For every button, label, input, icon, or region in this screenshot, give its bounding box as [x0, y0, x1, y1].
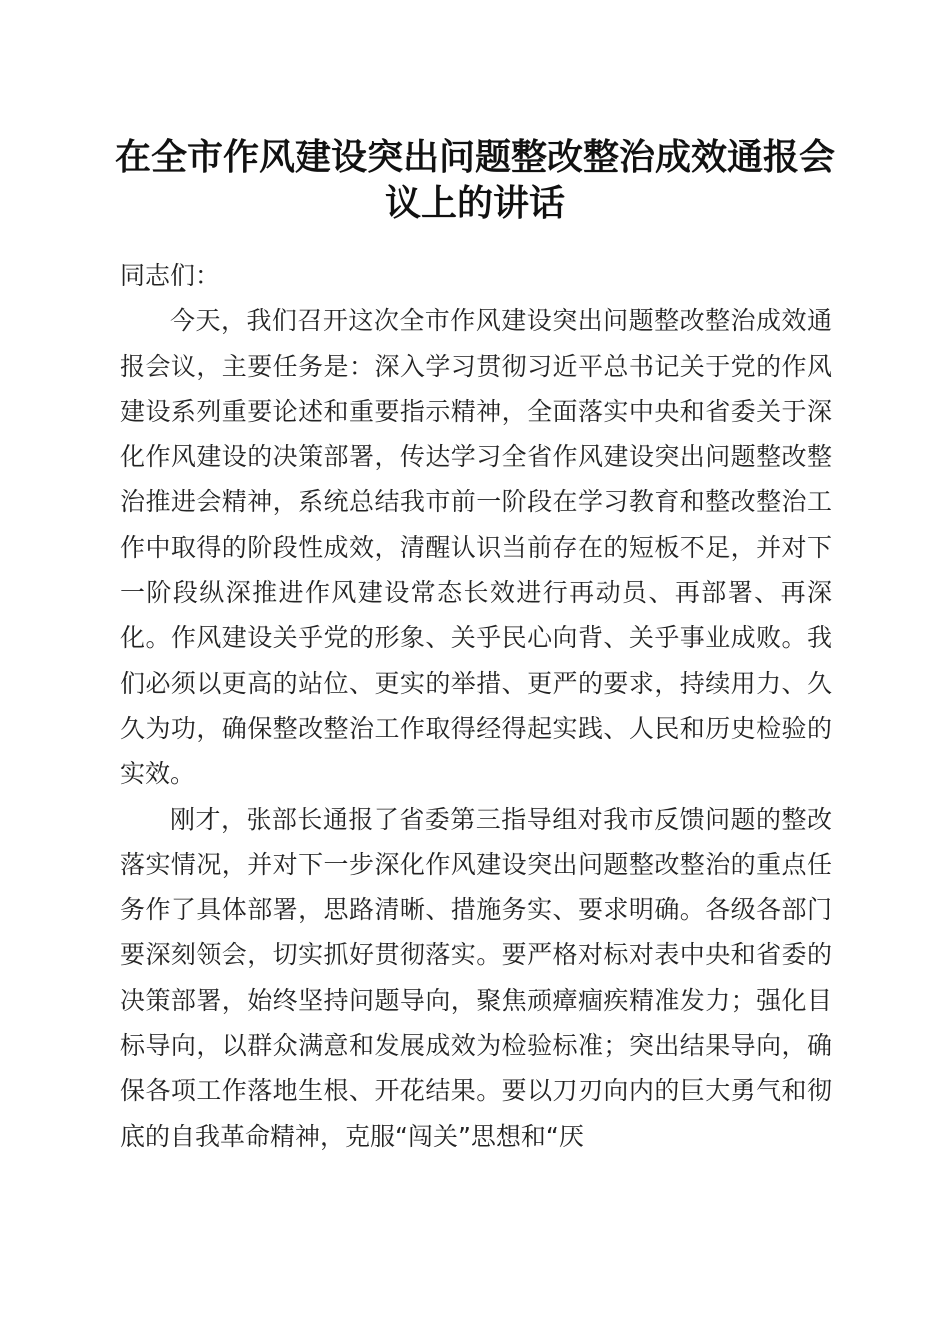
document-body — [120, 253, 832, 1159]
paragraph-2: 刚才，张部长通报了省委第三指导组对我市反馈问题的整改落实情况，并对下一步深化作风建设突出问题整改整治的重点任务作了具体部署，思路清晰、措施务实、要求明确。各级各部门要深刻领会，切实抓好贯彻落实。要严格对标对表中央和省委的决策部署，始终坚持问题导向，聚焦顽瘴痼疾精准发力；强化目标导向，以群众满意和发展成效为检验标准；突出结果导向，确保各项工作落地生根、开花结果。要以刀刃向内的巨大勇气和彻底的自我革命精神，克服“闯关”思想和“厌 — [120, 804, 832, 1151]
salutation: 同志们： — [120, 261, 221, 290]
document-title: 在全市作风建设突出问题整改整治成效通报会议上的讲话 — [114, 136, 835, 224]
paragraph-1: 今天，我们召开这次全市作风建设突出问题整改整治成效通报会议，主要任务是：深入学习贯彻习近平总书记关于党的作风建设系列重要论述和重要指示精神，全面落实中央和省委关于深化作风建设的决策部署，传达学习全省作风建设突出问题整改整治推进会精神，系统总结我市前一阶段在学习教育和整改整治工作中取得的阶段性成效，清醒认识当前存在的短板不足，并对下一阶段纵深推进作风建设常态长效进行再动员、再部署、再深化。作风建设关乎党的形象、关乎民心向背、关乎事业成败。我们必须以更高的站位、更实的举措、更严的要求，持续用力、久久为功，确保整改整治工作取得经得起实践、人民和历史检验的实效。 — [120, 306, 832, 789]
